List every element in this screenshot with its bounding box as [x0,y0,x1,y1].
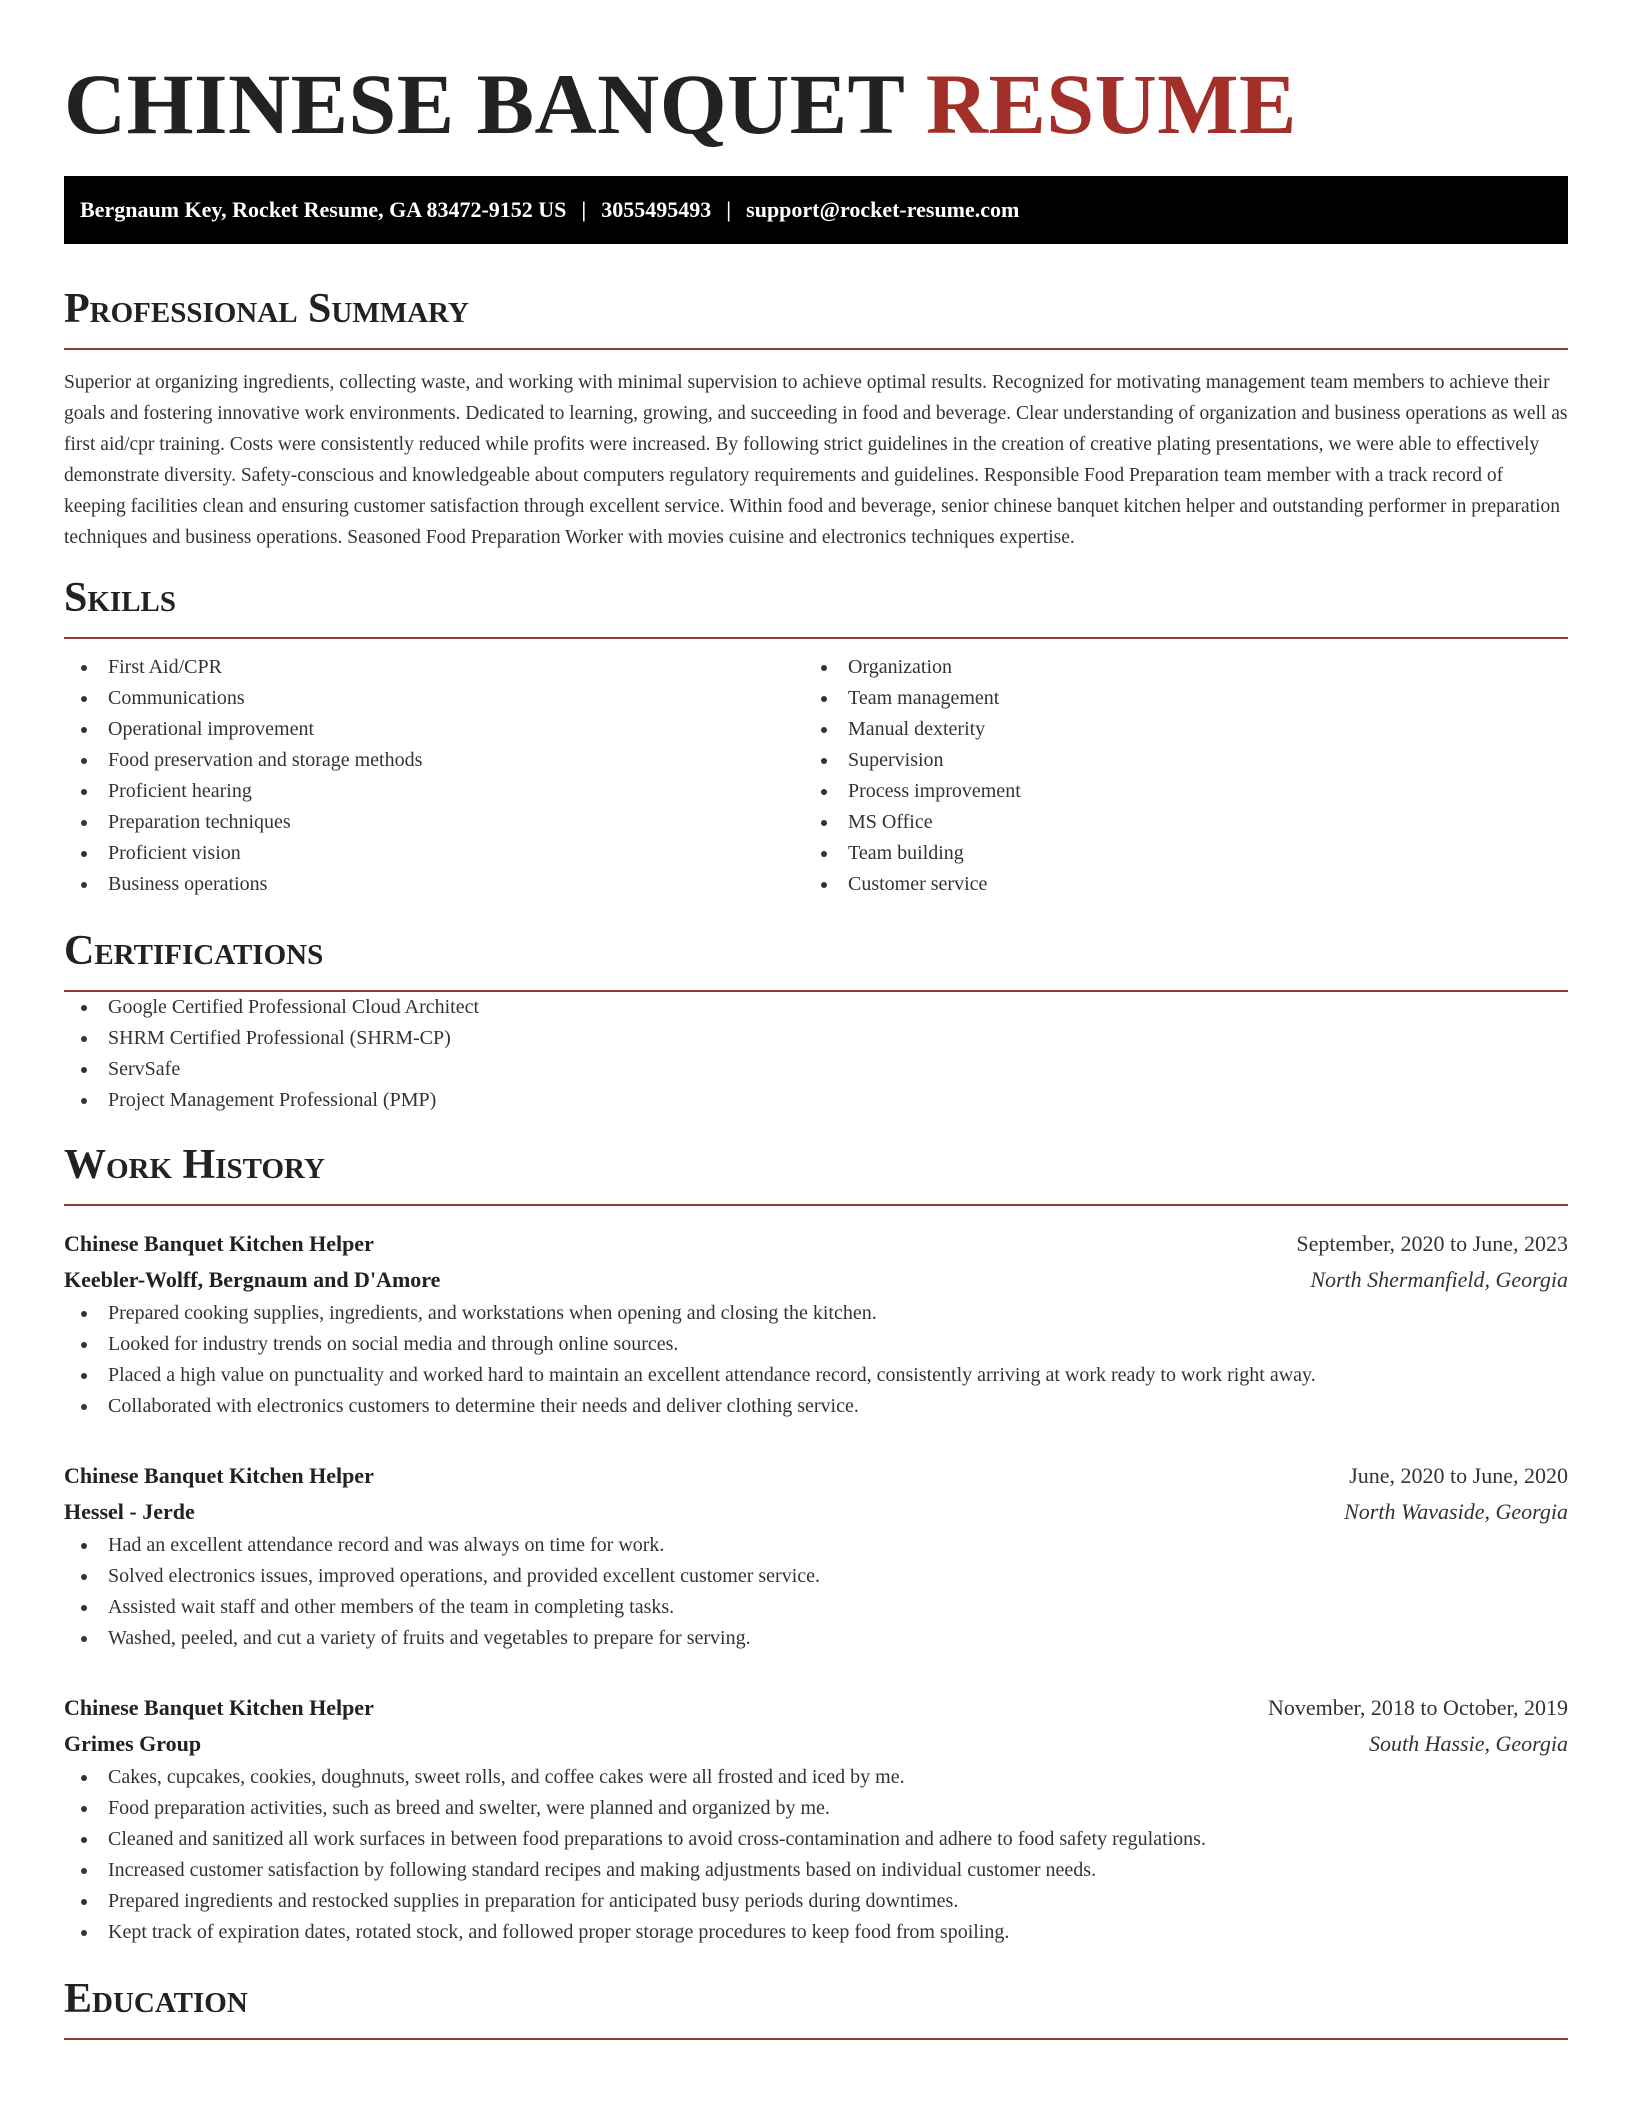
skill-item: Manual dexterity [804,714,1544,745]
job-company-row [64,1726,1568,1762]
skills-grid [64,652,1568,900]
summary-section [64,284,1568,553]
job-duty-item: Placed a high value on punctuality and worked hard to maintain an excellent attendance record, consistently arriving at work ready to work right away. [64,1360,1568,1391]
job-duties-list [64,1298,1568,1422]
job-title-row [64,1226,1568,1262]
skill-item: Food preservation and storage methods [64,745,804,776]
job-duty-item: Assisted wait staff and other members of the team in completing tasks. [64,1592,1568,1623]
job-duty-item: Solved electronics issues, improved operations, and provided excellent customer service. [64,1561,1568,1592]
job-duty-item: Cakes, cupcakes, cookies, doughnuts, sweet rolls, and coffee cakes were all frosted and iced by me. [64,1762,1568,1793]
job-duties-list [64,1530,1568,1654]
certifications-list [64,992,1568,1116]
resume-title [64,0,1568,156]
job-duty-item: Cleaned and sanitized all work surfaces in between food preparations to avoid cross-contamination and adhere to food safety regulations. [64,1824,1568,1855]
summary-heading: Professional Summary [64,284,1568,350]
contact-address: Bergnaum Key, Rocket Resume, GA 83472-9152 US [80,197,567,222]
job-company: Keebler-Wolff, Bergnaum and D'Amore [64,1267,441,1292]
skill-item: Process improvement [804,776,1544,807]
skill-item: Organization [804,652,1544,683]
skills-list-left [64,652,804,900]
job-duty-item: Looked for industry trends on social media and through online sources. [64,1329,1568,1360]
job-title-row [64,1690,1568,1726]
job-entry [64,1226,1568,1422]
education-heading: Education [64,1974,1568,2040]
job-dates: November, 2018 to October, 2019 [1267,1695,1568,1720]
contact-separator: | [581,197,587,222]
title-main: CHINESE BANQUET [64,56,904,152]
job-dates: September, 2020 to June, 2023 [1296,1231,1568,1256]
skill-item: Operational improvement [64,714,804,745]
job-duty-item: Prepared cooking supplies, ingredients, and workstations when opening and closing the kitchen. [64,1298,1568,1329]
job-title: Chinese Banquet Kitchen Helper [64,1695,374,1720]
job-dates: June, 2020 to June, 2020 [1349,1463,1568,1488]
job-duty-item: Increased customer satisfaction by following standard recipes and making adjustments based on individual customer needs. [64,1855,1568,1886]
contact-separator: | [726,197,732,222]
skill-item: Customer service [804,869,1544,900]
education-section [64,1974,1568,2040]
skill-item: Business operations [64,869,804,900]
job-location: South Hassie, Georgia [1368,1731,1568,1756]
job-company-row [64,1262,1568,1298]
job-title: Chinese Banquet Kitchen Helper [64,1463,374,1488]
job-company: Hessel - Jerde [64,1499,195,1524]
skills-list-right [804,652,1544,900]
certification-item: Project Management Professional (PMP) [64,1085,1568,1116]
skill-item: Team management [804,683,1544,714]
certification-item: Google Certified Professional Cloud Architect [64,992,1568,1023]
job-duties-list [64,1762,1568,1948]
job-duty-item: Had an excellent attendance record and was always on time for work. [64,1530,1568,1561]
job-entry [64,1690,1568,1948]
skill-item: Proficient hearing [64,776,804,807]
contact-email[interactable]: support@rocket-resume.com [746,197,1020,222]
work-history-section [64,1140,1568,1948]
skill-item: First Aid/CPR [64,652,804,683]
job-duty-item: Kept track of expiration dates, rotated stock, and followed proper storage procedures to keep food from spoiling. [64,1917,1568,1948]
job-duty-item: Washed, peeled, and cut a variety of fruits and vegetables to prepare for serving. [64,1623,1568,1654]
certifications-heading: Certifications [64,926,1568,992]
job-company-row [64,1494,1568,1530]
job-title: Chinese Banquet Kitchen Helper [64,1231,374,1256]
job-duty-item: Collaborated with electronics customers to determine their needs and deliver clothing service. [64,1391,1568,1422]
skill-item: Supervision [804,745,1544,776]
contact-phone[interactable]: 3055495493 [601,197,712,222]
job-duty-item: Prepared ingredients and restocked supplies in preparation for anticipated busy periods during downtimes. [64,1886,1568,1917]
skill-item: Team building [804,838,1544,869]
skill-item: Communications [64,683,804,714]
title-accent: RESUME [925,56,1297,152]
skills-section [64,573,1568,900]
certification-item: ServSafe [64,1054,1568,1085]
job-duty-item: Food preparation activities, such as breed and swelter, were planned and organized by me. [64,1793,1568,1824]
job-entry [64,1458,1568,1654]
job-company: Grimes Group [64,1731,202,1756]
contact-bar [64,176,1568,244]
skills-heading: Skills [64,573,1568,639]
summary-text: Superior at organizing ingredients, collecting waste, and working with minimal supervision to achieve optimal results. Recognized for motivating management team members to achieve their goals and fostering innovative work environments. Dedicated to learning, growing, and succeeding in food and beverage. Clear understanding of organization and business operations as well as first aid/cpr training. Costs were consistently reduced while profits were increased. By following strict guidelines in the creation of creative plating presentations, we were able to effectively demonstrate diversity. Safety-conscious and knowledgeable about computers regulatory requirements and guidelines. Responsible Food Preparation team member with a track record of keeping facilities clean and ensuring customer satisfaction through excellent service. Within food and beverage, senior chinese banquet kitchen helper and outstanding performer in preparation techniques and business operations. Seasoned Food Preparation Worker with movies cuisine and electronics techniques expertise. [64,372,1568,548]
work-history-heading: Work History [64,1140,1568,1206]
resume-page [64,0,1568,2040]
job-location: North Shermanfield, Georgia [1310,1267,1568,1292]
skill-item: Preparation techniques [64,807,804,838]
skill-item: MS Office [804,807,1544,838]
certifications-section [64,926,1568,1116]
skill-item: Proficient vision [64,838,804,869]
job-location: North Wavaside, Georgia [1344,1499,1568,1524]
certification-item: SHRM Certified Professional (SHRM-CP) [64,1023,1568,1054]
job-title-row [64,1458,1568,1494]
